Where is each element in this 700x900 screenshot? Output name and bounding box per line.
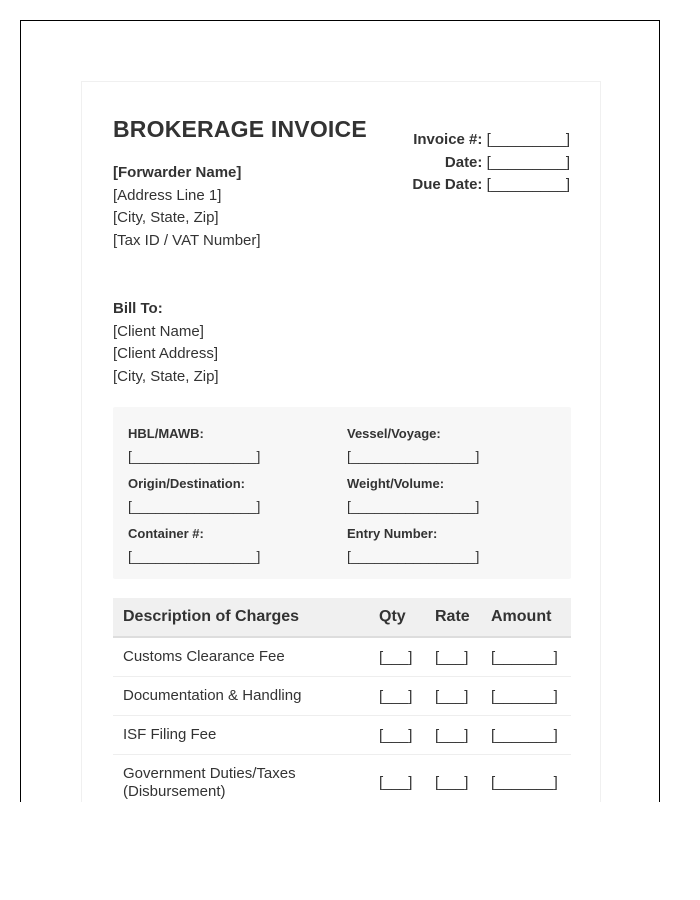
table-row — [113, 716, 571, 755]
vessel-voyage-field — [347, 425, 479, 465]
client-address: [Client Address] — [113, 345, 219, 362]
invoice-number-field[interactable]: [_________] — [486, 131, 570, 148]
invoice-number-row — [412, 129, 570, 152]
invoice-page — [81, 81, 601, 802]
header-amount: Amount — [481, 598, 571, 637]
charge-description: Customs Clearance Fee — [113, 637, 369, 677]
charge-description: Government Duties/Taxes (Disbursement) — [113, 755, 369, 803]
entry-number-label: Entry Number: — [347, 526, 438, 541]
charge-qty-field[interactable]: [___] — [369, 677, 425, 716]
forwarder-name: [Forwarder Name] — [113, 164, 242, 181]
hbl-mawb-label: HBL/MAWB: — [128, 426, 204, 441]
client-city-state-zip: [City, State, Zip] — [113, 367, 219, 385]
sender-block — [113, 162, 261, 252]
weight-volume-input[interactable]: [________________] — [347, 498, 480, 514]
sender-tax-id: [Tax ID / VAT Number] — [113, 231, 261, 249]
entry-number-input[interactable]: [________________] — [347, 548, 480, 564]
origin-destination-field — [128, 475, 260, 515]
vessel-voyage-label: Vessel/Voyage: — [347, 426, 441, 441]
hbl-mawb-input[interactable]: [________________] — [128, 448, 261, 464]
invoice-number-label: Invoice #: — [413, 131, 483, 148]
bill-to-block — [113, 298, 219, 388]
charge-amount-field[interactable]: [_______] — [481, 677, 571, 716]
weight-volume-field — [347, 475, 479, 515]
invoice-date-field[interactable]: [_________] — [486, 153, 570, 171]
due-date-row — [412, 174, 570, 197]
entry-number-field — [347, 525, 479, 565]
invoice-title: BROKERAGE INVOICE — [113, 116, 367, 142]
charge-rate-field[interactable]: [___] — [425, 755, 481, 803]
charges-header-row — [113, 598, 571, 637]
charge-amount-field[interactable]: [_______] — [481, 755, 571, 803]
charge-description: ISF Filing Fee — [113, 716, 369, 755]
client-name: [Client Name] — [113, 322, 204, 340]
header-qty: Qty — [369, 598, 425, 637]
container-number-field — [128, 525, 260, 565]
due-date-label: Due Date: — [412, 176, 483, 193]
weight-volume-label: Weight/Volume: — [347, 476, 445, 491]
document-frame — [20, 20, 660, 802]
charge-description: Documentation & Handling — [113, 677, 369, 716]
table-row — [113, 637, 571, 677]
charge-amount-field[interactable]: [_______] — [481, 637, 571, 677]
invoice-date-row — [412, 152, 570, 175]
hbl-mawb-field — [128, 425, 260, 465]
charge-qty-field[interactable]: [___] — [369, 755, 425, 803]
charge-amount-field[interactable]: [_______] — [481, 716, 571, 755]
origin-destination-input[interactable]: [________________] — [128, 498, 261, 514]
header-description: Description of Charges — [113, 598, 369, 637]
table-row — [113, 677, 571, 716]
charge-qty-field[interactable]: [___] — [369, 716, 425, 755]
origin-destination-label: Origin/Destination: — [128, 476, 245, 491]
invoice-meta — [412, 129, 570, 197]
invoice-date-label: Date: — [444, 153, 483, 171]
charge-rate-field[interactable]: [___] — [425, 716, 481, 755]
due-date-field[interactable]: [_________] — [486, 176, 570, 193]
charge-rate-field[interactable]: [___] — [425, 677, 481, 716]
header-rate: Rate — [425, 598, 481, 637]
bill-to-title: Bill To: — [113, 300, 163, 317]
container-number-label: Container #: — [128, 526, 204, 541]
shipment-details-box — [113, 407, 571, 579]
container-number-input[interactable]: [________________] — [128, 548, 261, 564]
table-row — [113, 755, 571, 803]
charges-table — [113, 598, 571, 802]
sender-address-line1: [Address Line 1] — [113, 186, 222, 204]
charge-qty-field[interactable]: [___] — [369, 637, 425, 677]
charge-rate-field[interactable]: [___] — [425, 637, 481, 677]
vessel-voyage-input[interactable]: [________________] — [347, 448, 480, 464]
sender-city-state-zip: [City, State, Zip] — [113, 209, 219, 226]
